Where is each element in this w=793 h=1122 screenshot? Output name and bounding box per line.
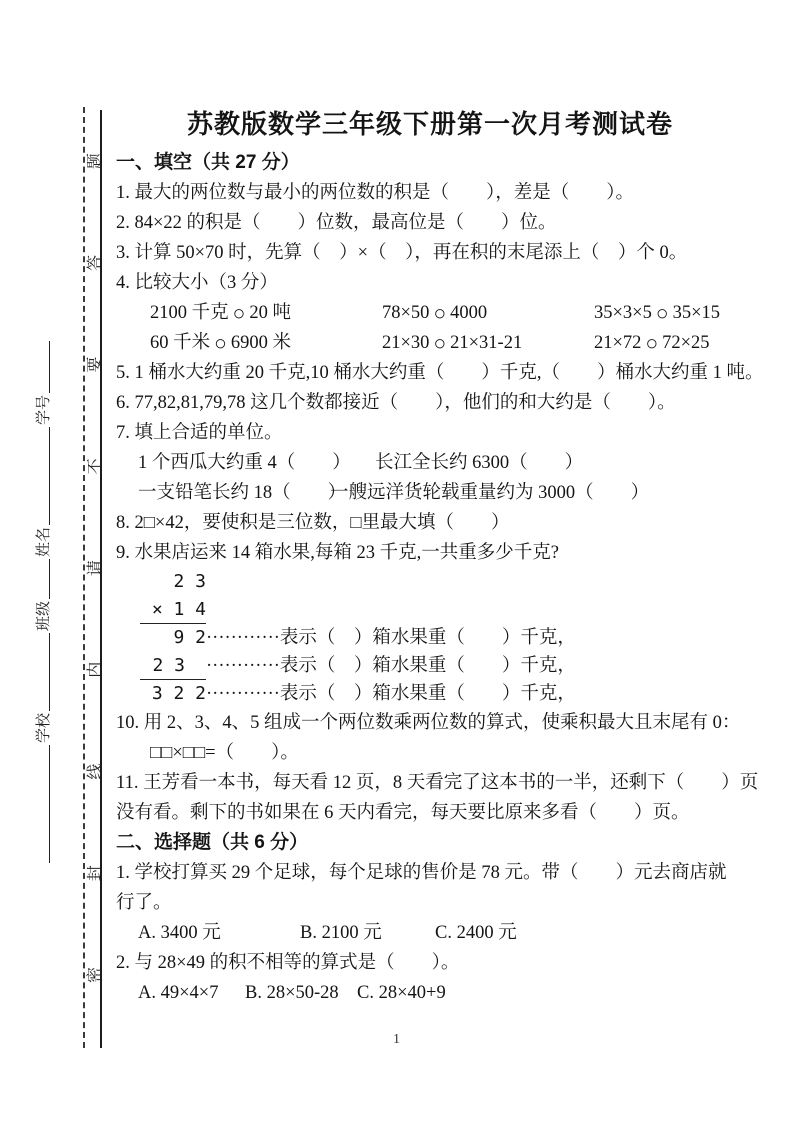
option-c: C. 28×40+9 (357, 983, 446, 1003)
seal-char: 封 (86, 865, 104, 882)
question-7-item: 长江全长约 6300（ ） (375, 453, 584, 473)
choice-2-options (138, 978, 744, 1008)
compare-left: 35×3×5 (594, 303, 652, 323)
option-a: A. 49×4×7 (138, 983, 219, 1003)
school-label: 学校 (35, 712, 52, 743)
comparison-circle: ○ (655, 300, 669, 325)
compare-right: 21×31-21 (450, 333, 523, 353)
mult-digits: 2 3 (140, 652, 206, 680)
compare-item (594, 328, 710, 358)
question-5: 5. 1 桶水大约重 20 千克,10 桶水大约重（ ）千克,（ ）桶水大约重 1 吨。 (116, 363, 764, 383)
compare-right: 6900 米 (230, 333, 291, 353)
comparison-circle: ○ (214, 330, 227, 355)
seal-char: 内 (86, 661, 104, 678)
mult-partial-row-1 (116, 624, 744, 652)
compare-item (382, 298, 594, 328)
section2-heading: 二、选择题（共 6 分） (116, 832, 309, 853)
option-c: C. 2400 元 (435, 923, 517, 943)
seal-char: 密 (86, 966, 104, 983)
question-10: 10. 用 2、3、4、5 组成一个两位数乘两位数的算式，使乘积最大且末尾有 0： (116, 713, 741, 733)
compare-right: 20 吨 (249, 303, 291, 323)
mult-multiplicand: 2 3 (173, 571, 206, 592)
question-1: 1. 最大的两位数与最小的两位数的积是（ ），差是（ ）。 (116, 183, 635, 203)
compare-left: 60 千米 (150, 333, 211, 353)
compare-left: 2100 千克 (150, 303, 229, 323)
seal-char: 题 (86, 153, 104, 170)
question-4: 4. 比较大小（3 分） (116, 273, 278, 293)
section1-heading: 一、填空（共 27 分） (116, 152, 300, 173)
mult-multiplier-row (116, 596, 744, 624)
compare-item (594, 298, 720, 328)
fill-line (35, 633, 50, 711)
fill-line (35, 341, 50, 393)
option-b: B. 2100 元 (300, 923, 382, 943)
choice-1-line-1: 1. 学校打算买 29 个足球，每个足球的售价是 78 元。带（ ）元去商店就 (116, 863, 727, 883)
question-10-equation: □□×□□=（ ）。 (150, 743, 299, 763)
question-8: 8. 2□×42，要使积是三位数，□里最大填（ ） (116, 513, 510, 533)
compare-right: 4000 (450, 303, 488, 323)
question-7-row-1 (116, 448, 744, 478)
question-7-item: 一艘远洋货轮载重量约为 3000（ ） (330, 483, 650, 503)
fill-line (35, 745, 50, 863)
question-7-item: 一支铅笔长约 18（ ） (138, 483, 347, 503)
mult-multiplicand-row (116, 568, 744, 596)
question-11-line-1: 11. 王芳看一本书，每天看 12 页，8 天看完了这本书的一半，还剩下（ ）页 (116, 773, 759, 793)
question-6: 6. 77,82,81,79,78 这几个数都接近（ ），他们的和大约是（ ）。 (116, 393, 676, 413)
question-7-row-2 (116, 478, 744, 508)
question-9: 9. 水果店运来 14 箱水果,每箱 23 千克,一共重多少千克? (116, 543, 559, 563)
choice-1-options (138, 918, 744, 948)
fill-line (35, 427, 50, 525)
choice-2: 2. 与 28×49 的积不相等的算式是（ ）。 (116, 953, 460, 973)
compare-row-1 (116, 298, 744, 328)
compare-right: 35×15 (672, 303, 720, 323)
comparison-circle: ○ (232, 300, 246, 325)
compare-right: 72×25 (662, 333, 710, 353)
question-7: 7. 填上合适的单位。 (116, 423, 283, 443)
compare-item (382, 328, 594, 358)
seal-char: 不 (86, 458, 104, 475)
comparison-circle: ○ (645, 330, 659, 355)
question-7-item: 1 个西瓜大约重 4（ ） (138, 453, 351, 473)
compare-left: 21×72 (594, 333, 642, 353)
seal-char: 要 (86, 356, 104, 373)
class-label: 班级 (35, 600, 52, 631)
seal-char: 请 (86, 560, 104, 577)
mult-note: ············表示（ ）箱水果重（ ）千克， (206, 628, 576, 648)
compare-item (150, 298, 382, 328)
seal-char: 答 (86, 254, 104, 271)
name-label: 姓名 (35, 526, 52, 557)
mult-note: ············表示（ ）箱水果重（ ）千克， (206, 656, 576, 676)
seal-char: 线 (86, 763, 104, 780)
compare-left: 21×30 (382, 333, 430, 353)
compare-left: 78×50 (382, 303, 430, 323)
option-a: A. 3400 元 (138, 923, 221, 943)
student-number-label: 学号 (35, 394, 52, 425)
option-b: B. 28×50-28 (245, 983, 339, 1003)
mult-note: ············表示（ ）箱水果重（ ）千克， (206, 684, 576, 704)
question-2: 2. 84×22 的积是（ ）位数，最高位是（ ）位。 (116, 213, 557, 233)
mult-digits: 3 2 2 (151, 683, 206, 704)
comparison-circle: ○ (433, 300, 447, 325)
fill-line (35, 559, 50, 599)
choice-1-line-2: 行了。 (116, 893, 172, 913)
mult-product-row (116, 680, 744, 708)
compare-row-2 (116, 328, 744, 358)
mult-digits: 9 2 (173, 627, 206, 648)
comparison-circle: ○ (433, 330, 447, 355)
question-3: 3. 计算 50×70 时，先算（ ）×（ ），再在积的末尾添上（ ）个 0。 (116, 243, 688, 263)
question-11-line-2: 没有看。剩下的书如果在 6 天内看完，每天要比原来多看（ ）页。 (116, 803, 690, 823)
seal-solid-line (100, 110, 102, 1048)
mult-partial-row-2 (116, 652, 744, 680)
page-number: 1 (393, 1032, 400, 1047)
paper-content (116, 100, 764, 1008)
paper-title: 苏教版数学三年级下册第一次月考测试卷 (186, 109, 673, 139)
student-info-labels (30, 283, 54, 863)
mult-multiplier: × 1 4 (140, 596, 206, 624)
compare-item (150, 328, 382, 358)
